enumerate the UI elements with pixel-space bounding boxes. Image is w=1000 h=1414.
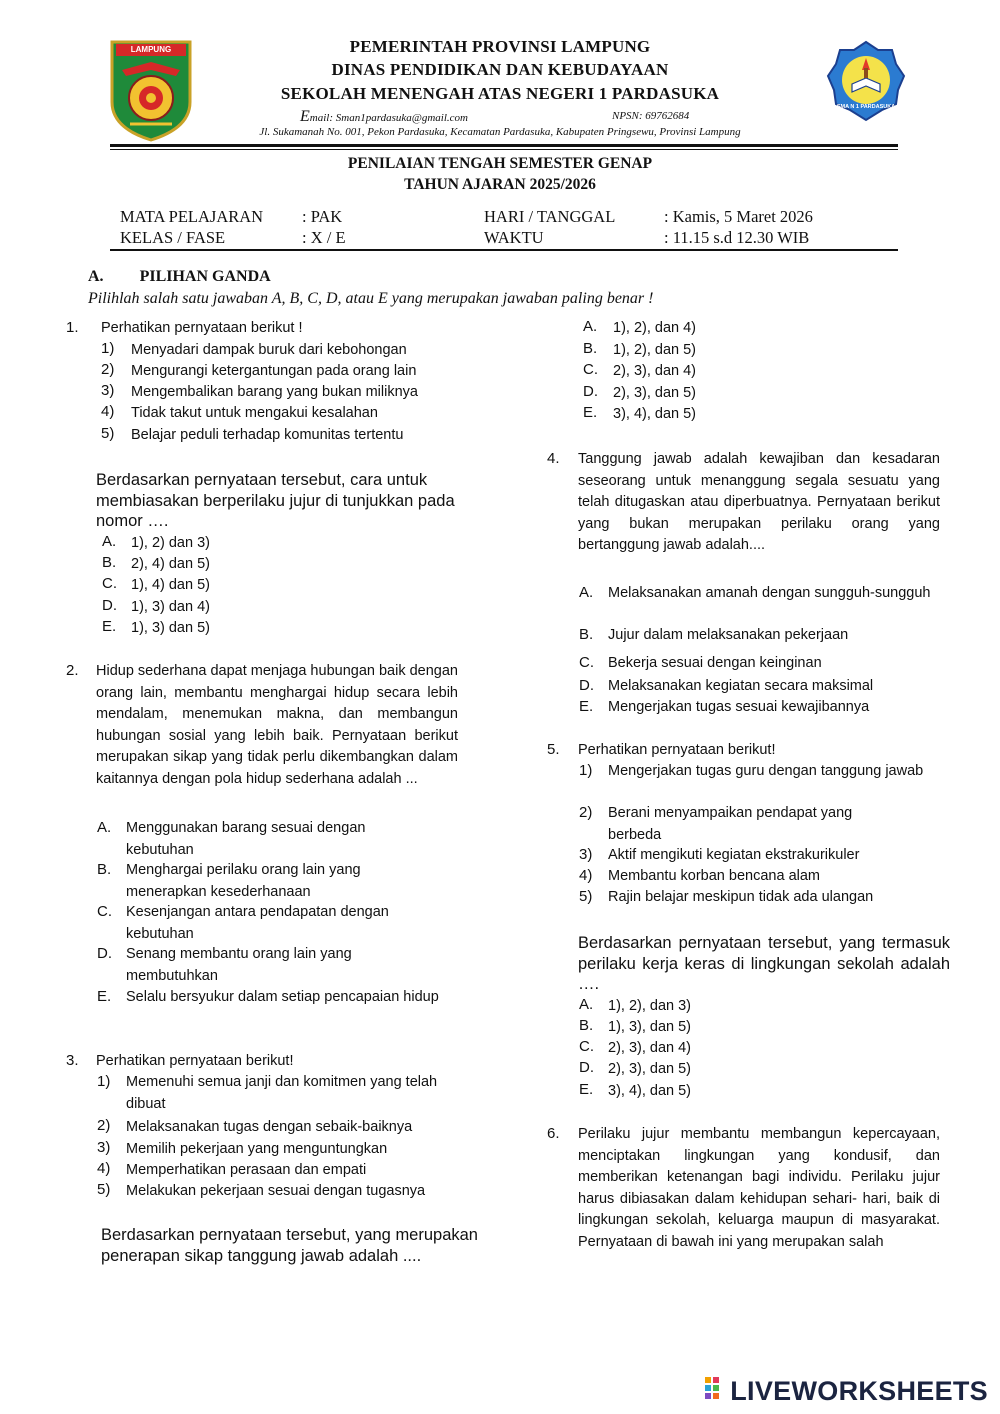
q4-option-text[interactable]: Bekerja sesuai dengan keinginan (608, 655, 822, 671)
q5-item-marker: 1) (579, 762, 593, 779)
header-email-cap: E (300, 108, 310, 125)
q3-text: Perhatikan pernyataan berikut! (96, 1053, 294, 1069)
q6-text: Perilaku jujur membantu membangun kepercayaan, menciptakan lingkungan yang kondusif, dan memberikan ketenangan bagi individu. Perilaku jujur harus dibiasakan dalam kehidupan sehari- hari, baik di lingkungan sekolah, keluarga maupun di masyarakat. Pernyataan di bawah ini yang merupakan salah (578, 1126, 940, 1250)
section-heading (88, 268, 271, 286)
header-divider-thick (110, 144, 898, 147)
q2-option-text[interactable]: Senang membantu orang lain yang membutuhkan (126, 946, 352, 984)
q4-option-letter[interactable]: C. (579, 654, 594, 671)
exam-title: PENILAIAN TENGAH SEMESTER GENAP (347, 155, 653, 172)
q5-option-text[interactable]: 2), 3), dan 5) (608, 1061, 692, 1077)
q5-number: 5. (547, 741, 560, 758)
q5-option-text[interactable]: 3), 4), dan 5) (608, 1083, 692, 1099)
header-email: mail: Sman1pardasuka@gmail.com (309, 112, 468, 124)
q4-option-letter[interactable]: A. (579, 584, 594, 601)
q1-item-text: Mengurangi ketergantungan pada orang lain (131, 363, 417, 379)
q4-option-letter[interactable]: E. (579, 698, 594, 715)
q6-number: 6. (547, 1125, 560, 1142)
header-divider-thin (110, 149, 898, 150)
q3-question: Berdasarkan pernyataan tersebut, yang merupakan penerapan sikap tanggung jawab adalah .... (101, 1226, 478, 1265)
q1-option-text[interactable]: 2), 4) dan 5) (131, 556, 210, 572)
q1-item-marker: 3) (101, 382, 115, 399)
q5-text: Perhatikan pernyataan berikut! (578, 742, 776, 758)
liveworksheets-logo-icon (705, 1377, 727, 1410)
q5-question: Berdasarkan pernyataan tersebut, yang termasuk perilaku kerja keras di lingkungan sekolah adalah …. (578, 934, 950, 993)
q2-number: 2. (66, 662, 79, 679)
q3-item-text: Melakukan pekerjaan sesuai dengan tugasnya (126, 1183, 426, 1199)
q1-item-text: Mengembalikan barang yang bukan miliknya (131, 384, 418, 400)
q1-option-letter[interactable]: C. (102, 575, 117, 592)
q2-option-letter[interactable]: B. (97, 861, 112, 878)
q3-option-text[interactable]: 2), 3), dan 5) (613, 385, 697, 401)
q3-item-text: Melaksanakan tugas dengan sebaik-baiknya (126, 1119, 413, 1135)
day-value: : Kamis, 5 Maret 2026 (664, 207, 813, 226)
q3-item-text: Memperhatikan perasaan dan empati (126, 1162, 367, 1178)
q2-option-text[interactable]: Kesenjangan antara pendapatan dengan kebutuhan (126, 904, 389, 942)
section-instruction: Pilihlah salah satu jawaban A, B, C, D, atau E yang merupakan jawaban paling benar ! (88, 290, 654, 307)
q1-number: 1. (66, 319, 79, 336)
q2-option-letter[interactable]: C. (97, 903, 112, 920)
q4-option-letter[interactable]: B. (579, 626, 594, 643)
q4-text: Tanggung jawab adalah kewajiban dan kesadaran seseorang untuk menanggung segala sesuatu yang telah ditugaskan atau diperbuatnya. Pernyataan berikut yang bukan merupakan perilaku orang yang bertanggung jawab adalah.... (578, 451, 940, 553)
q2-option-letter[interactable]: E. (97, 988, 112, 1005)
header-email-line (300, 108, 468, 126)
q1-option-text[interactable]: 1), 3) dan 5) (131, 620, 210, 636)
subject-value: : PAK (302, 207, 343, 226)
q1-item-text: Tidak takut untuk mengakui kesalahan (131, 405, 378, 421)
q5-option-letter[interactable]: B. (579, 1017, 594, 1034)
q1-item-marker: 4) (101, 403, 115, 420)
q5-option-letter[interactable]: A. (579, 996, 594, 1013)
q5-option-text[interactable]: 1), 3), dan 5) (608, 1019, 692, 1035)
header-npsn: NPSN: 69762684 (612, 110, 690, 122)
q5-item-text: Mengerjakan tugas guru dengan tanggung jawab (608, 763, 924, 779)
q3-item-text: Memilih pekerjaan yang menguntungkan (126, 1141, 388, 1157)
q5-item-text: Aktif mengikuti kegiatan ekstrakurikuler (608, 847, 860, 863)
q1-item-text: Belajar peduli terhadap komunitas tertentu (131, 427, 404, 443)
lampung-logo-banner: LAMPUNG (130, 45, 172, 54)
section-letter: A. (88, 268, 104, 285)
q4-option-text[interactable]: Melaksanakan amanah dengan sungguh-sungguh (608, 585, 931, 601)
info-divider (110, 249, 898, 251)
q3-option-text[interactable]: 1), 2), dan 5) (613, 342, 697, 358)
subject-label: MATA PELAJARAN (120, 207, 264, 226)
q1-question: Berdasarkan pernyataan tersebut, cara untuk membiasakan berperilaku jujur di tunjukkan pada nomor …. (96, 471, 455, 530)
q5-option-text[interactable]: 1), 2), dan 3) (608, 998, 692, 1014)
q3-option-letter[interactable]: D. (583, 383, 598, 400)
q5-item-text: Berani menyampaikan pendapat yang berbeda (608, 805, 853, 843)
q5-item-text: Rajin belajar meskipun tidak ada ulangan (608, 889, 874, 905)
q2-option-text[interactable]: Menghargai perilaku orang lain yang menerapkan kesederhanaan (126, 862, 361, 900)
q5-option-letter[interactable]: C. (579, 1038, 594, 1055)
q3-option-text[interactable]: 3), 4), dan 5) (613, 406, 697, 422)
q2-text: Hidup sederhana dapat menjaga hubungan baik dengan orang lain, membantu menghargai hidup secara lebih mendalam, menemukan makna, dan membangun hubungan sosial yang lebih baik. Pernyataan berikut merupakan sikap yang tidak perlu dikembangkan dalam kaitannya dengan pola hidup sederhana adalah ... (96, 663, 458, 787)
time-value: : 11.15 s.d 12.30 WIB (664, 228, 810, 247)
q1-option-text[interactable]: 1), 4) dan 5) (131, 577, 210, 593)
q1-option-letter[interactable]: E. (102, 618, 117, 635)
header-address: Jl. Sukamanah No. 001, Pekon Pardasuka, Kecamatan Pardasuka, Kabupaten Pringsewu, Provinsi Lampung (259, 126, 741, 138)
liveworksheets-text: LIVEWORKSHEETS (730, 1376, 988, 1406)
q3-item-text: Memenuhi semua janji dan komitmen yang telah dibuat (126, 1074, 438, 1112)
q1-option-letter[interactable]: D. (102, 597, 117, 614)
q5-option-text[interactable]: 2), 3), dan 4) (608, 1040, 692, 1056)
school-logo-banner: SMA N 1 PARDASUKA (836, 104, 896, 110)
q5-item-text: Membantu korban bencana alam (608, 868, 820, 884)
section-title: PILIHAN GANDA (139, 268, 271, 285)
time-label: WAKTU (484, 228, 544, 247)
q4-number: 4. (547, 450, 560, 467)
q4-option-text[interactable]: Mengerjakan tugas sesuai kewajibannya (608, 699, 870, 715)
q3-item-marker: 2) (97, 1117, 111, 1134)
q1-text: Perhatikan pernyataan berikut ! (101, 320, 303, 336)
q5-item-marker: 4) (579, 867, 593, 884)
q2-option-text[interactable]: Selalu bersyukur dalam setiap pencapaian hidup (126, 989, 439, 1005)
q3-option-letter[interactable]: B. (583, 340, 598, 357)
q2-option-letter[interactable]: D. (97, 945, 112, 962)
q3-item-marker: 4) (97, 1160, 111, 1177)
liveworksheets-brand[interactable] (705, 1376, 988, 1410)
q1-option-letter[interactable]: A. (102, 533, 117, 550)
q5-option-letter[interactable]: D. (579, 1059, 594, 1076)
q1-item-marker: 5) (101, 425, 115, 442)
header-school-name: SEKOLAH MENENGAH ATAS NEGERI 1 PARDASUKA (280, 84, 720, 103)
q5-option-letter[interactable]: E. (579, 1081, 594, 1098)
header-department: DINAS PENDIDIKAN DAN KEBUDAYAAN (331, 60, 669, 79)
q1-option-text[interactable]: 1), 2) dan 3) (131, 535, 210, 551)
q3-item-marker: 5) (97, 1181, 111, 1198)
q3-option-text[interactable]: 2), 3), dan 4) (613, 363, 697, 379)
q1-item-marker: 1) (101, 340, 115, 357)
q3-item-marker: 3) (97, 1139, 111, 1156)
q4-option-text[interactable]: Melaksanakan kegiatan secara maksimal (608, 678, 874, 694)
header-government: PEMERINTAH PROVINSI LAMPUNG (349, 37, 651, 56)
q5-item-marker: 2) (579, 804, 593, 821)
q3-option-letter[interactable]: E. (583, 404, 598, 421)
class-label: KELAS / FASE (120, 228, 226, 247)
day-label: HARI / TANGGAL (484, 207, 616, 226)
q3-option-text[interactable]: 1), 2), dan 4) (613, 320, 697, 336)
q2-option-text[interactable]: Menggunakan barang sesuai dengan kebutuhan (126, 820, 366, 858)
exam-year: TAHUN AJARAN 2025/2026 (404, 176, 596, 193)
q5-item-marker: 3) (579, 846, 593, 863)
q3-option-letter[interactable]: C. (583, 361, 598, 378)
q3-item-marker: 1) (97, 1073, 111, 1090)
q1-item-marker: 2) (101, 361, 115, 378)
q1-item-text: Menyadari dampak buruk dari kebohongan (131, 342, 407, 358)
q4-option-text[interactable]: Jujur dalam melaksanakan pekerjaan (608, 627, 849, 643)
q1-option-text[interactable]: 1), 3) dan 4) (131, 599, 210, 615)
q4-option-letter[interactable]: D. (579, 677, 594, 694)
class-value: : X / E (302, 228, 346, 247)
q3-number: 3. (66, 1052, 79, 1069)
q5-item-marker: 5) (579, 888, 593, 905)
school-logo (826, 40, 906, 124)
lampung-province-logo (110, 40, 192, 142)
q2-option-letter[interactable]: A. (97, 819, 112, 836)
q1-option-letter[interactable]: B. (102, 554, 117, 571)
q3-option-letter[interactable]: A. (583, 318, 598, 335)
